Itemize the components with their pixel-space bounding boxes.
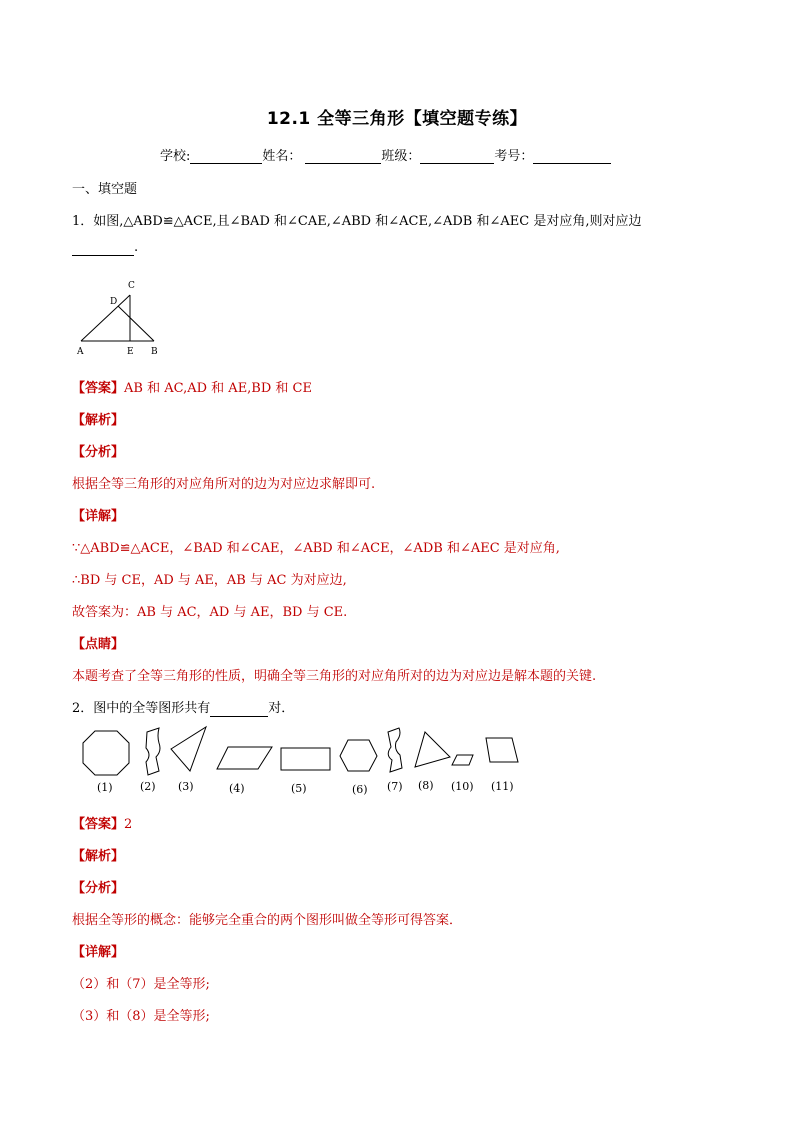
segment-db bbox=[118, 306, 154, 341]
q1-answer-row bbox=[72, 377, 312, 396]
student-info-line bbox=[160, 145, 611, 164]
q2-detail-2: （3）和（8）是全等形; bbox=[72, 1009, 210, 1024]
shape-4-parallelogram bbox=[217, 747, 272, 769]
label-c: C bbox=[128, 281, 135, 291]
q1-detail-2: ∴BD 与 CE，AD 与 AE，AB 与 AC 为对应边, bbox=[72, 573, 347, 588]
q1-fenxi-text: 根据全等三角形的对应角所对的边为对应边求解即可. bbox=[72, 477, 376, 492]
q2-fenxi-text: 根据全等形的概念：能够完全重合的两个图形叫做全等形可得答案． bbox=[72, 913, 463, 928]
q1-dianjing-label: 【点睛】 bbox=[72, 637, 125, 652]
q1-answer-blank[interactable] bbox=[72, 240, 134, 256]
shape-label-3: (3) bbox=[178, 780, 194, 793]
label-b: B bbox=[151, 347, 158, 357]
shape-label-7: (7) bbox=[387, 780, 403, 793]
q2-jiexi-label: 【解析】 bbox=[72, 849, 125, 864]
label-d: D bbox=[110, 297, 118, 307]
shape-2-curved bbox=[146, 728, 160, 775]
label-a: A bbox=[77, 347, 84, 357]
q1-dianjing-text: 本题考查了全等三角形的性质，明确全等三角形的对应角所对的边为对应边是解本题的关键. bbox=[72, 669, 597, 684]
shape-label-6: (6) bbox=[352, 783, 368, 796]
q2-shapes-figure bbox=[72, 722, 532, 800]
shape-label-8: (8) bbox=[418, 779, 434, 792]
q2-detail-1: （2）和（7）是全等形; bbox=[72, 977, 210, 992]
exam-no-label: 考号： bbox=[494, 149, 534, 164]
segment-ac bbox=[81, 295, 130, 341]
q2-text-before: 2．图中的全等图形共有 bbox=[72, 701, 211, 716]
q2-text-after: 对． bbox=[268, 701, 295, 716]
shape-label-11: (11) bbox=[491, 780, 514, 793]
exam-no-field[interactable] bbox=[533, 149, 611, 164]
shape-3-triangle bbox=[171, 727, 206, 771]
q1-blank-line bbox=[72, 240, 138, 256]
shape-label-10: (10) bbox=[451, 780, 474, 793]
q2-answer-label: 【答案】 bbox=[72, 817, 125, 832]
class-field[interactable] bbox=[420, 149, 494, 164]
q1-xiangjie-label: 【详解】 bbox=[72, 509, 125, 524]
school-field[interactable] bbox=[190, 149, 262, 164]
school-label: 学校: bbox=[160, 149, 191, 164]
q1-text: 1．如图,△ABD≌△ACE,且∠BAD 和∠CAE,∠ABD 和∠ACE,∠ADB 和∠AEC 是对应角,则对应边 bbox=[72, 214, 642, 229]
q1-after-blank: . bbox=[134, 240, 139, 255]
q1-answer-label: 【答案】 bbox=[72, 381, 125, 396]
name-field[interactable] bbox=[305, 149, 381, 164]
shape-label-5: (5) bbox=[291, 782, 307, 795]
q2-answer-row bbox=[72, 813, 132, 832]
q2-answer-blank[interactable] bbox=[210, 701, 268, 717]
shape-1-octagon bbox=[83, 731, 129, 775]
q1-detail-3: 故答案为：AB 与 AC，AD 与 AE，BD 与 CE. bbox=[72, 605, 348, 620]
shape-7-curved bbox=[388, 728, 402, 772]
q1-jiexi-label: 【解析】 bbox=[72, 413, 125, 428]
page-title: 12.1 全等三角形【填空题专练】 bbox=[266, 109, 528, 129]
q1-triangle-figure bbox=[72, 278, 172, 360]
shape-11-quadrilateral bbox=[486, 738, 518, 762]
class-label: 班级： bbox=[381, 149, 421, 164]
shape-8-triangle bbox=[415, 732, 450, 767]
shape-10-small-parallelogram bbox=[452, 755, 473, 765]
shape-label-1: (1) bbox=[97, 781, 113, 794]
shape-6-hexagon bbox=[340, 740, 377, 771]
q1-detail-1: ∵△ABD≌△ACE，∠BAD 和∠CAE，∠ABD 和∠ACE，∠ADB 和∠AEC 是对应角, bbox=[72, 541, 560, 556]
q2-text bbox=[72, 697, 294, 717]
shape-label-4: (4) bbox=[229, 782, 245, 795]
label-e: E bbox=[127, 347, 134, 357]
section-heading: 一、填空题 bbox=[72, 182, 138, 197]
shape-5-rectangle bbox=[281, 748, 330, 770]
q1-fenxi-label: 【分析】 bbox=[72, 445, 125, 460]
q2-fenxi-label: 【分析】 bbox=[72, 881, 125, 896]
q2-xiangjie-label: 【详解】 bbox=[72, 945, 125, 960]
q2-answer: 2 bbox=[124, 817, 133, 832]
q1-answer: AB 和 AC,AD 和 AE,BD 和 CE bbox=[124, 381, 312, 396]
shape-label-2: (2) bbox=[140, 780, 156, 793]
name-label: 姓名： bbox=[262, 149, 302, 164]
